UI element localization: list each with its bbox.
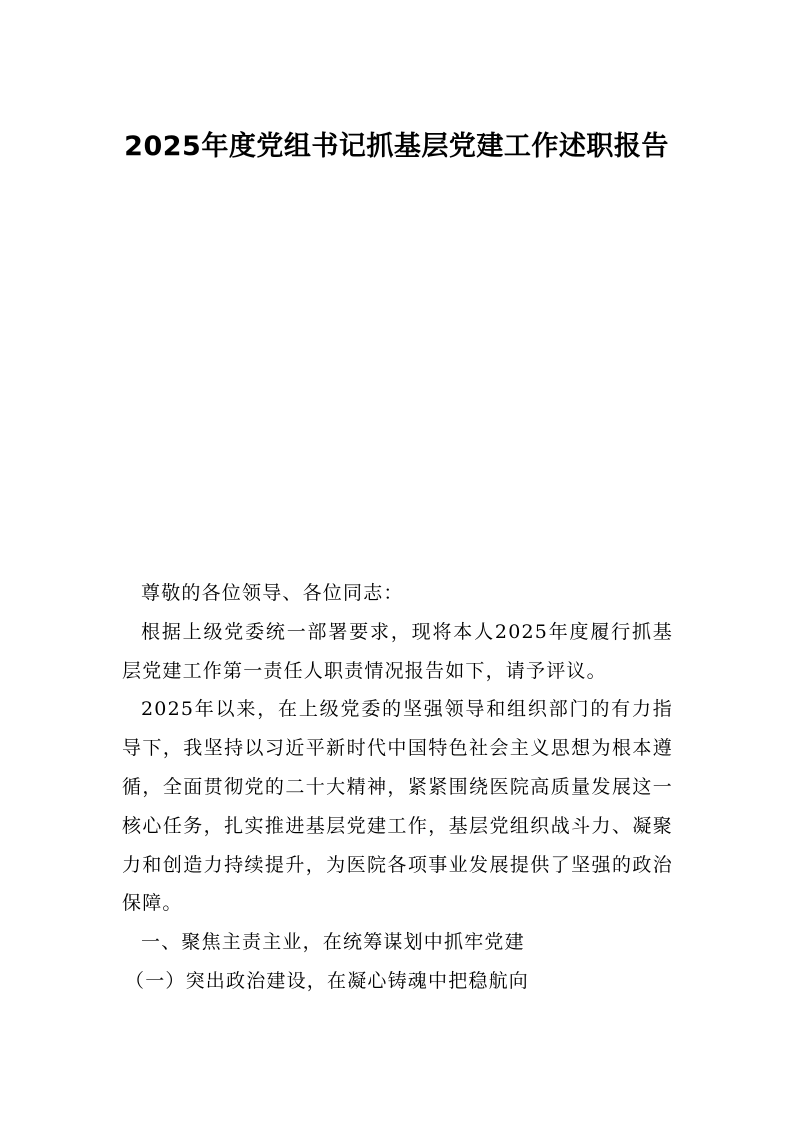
subsection-heading-1: （一）突出政治建设，在凝心铸魂中把稳航向 [125, 969, 530, 992]
summary-paragraph: 2025年以来，在上级党委的坚强领导和组织部门的有力指导下，我坚持以习近平新时代中国特色社会主义思想为根本遵循，全面贯彻党的二十大精神，紧紧围绕医院高质量发展这一核心任务，扎实推进基层党建工作，基层党组织战斗力、凝聚力和创造力持续提升，为医院各项事业发展提供了坚强的政治保障。 [122, 698, 673, 915]
section-heading-1: 一、聚焦主责主业，在统筹谋划中抓牢党建 [141, 931, 525, 954]
document-body [122, 574, 673, 1001]
intro-paragraph: 根据上级党委统一部署要求，现将本人2025年度履行抓基层党建工作第一责任人职责情况报告如下，请予评议。 [122, 620, 673, 682]
document-title: 2025年度党组书记抓基层党建工作述职报告 [124, 131, 669, 162]
salutation-paragraph: 尊敬的各位领导、各位同志： [141, 582, 404, 604]
